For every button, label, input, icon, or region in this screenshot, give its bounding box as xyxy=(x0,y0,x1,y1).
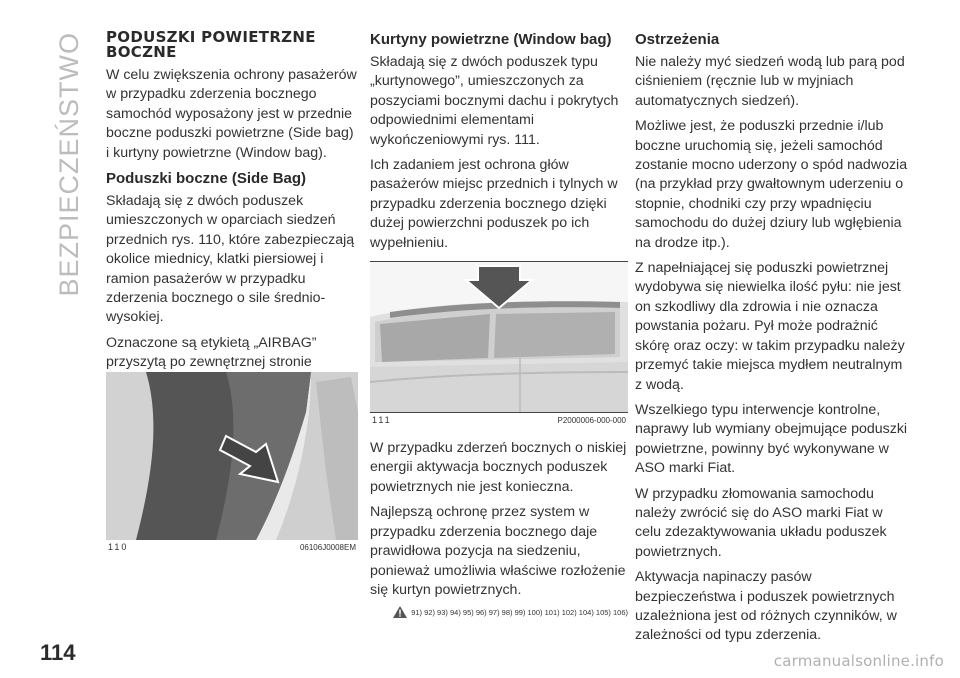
watermark: carmanualsonline.info xyxy=(773,652,944,670)
window-bag-paragraph-3: W przypadku zderzeń bocznych o niskiej energii aktywacja bocznych poduszek powietrznych nie jest konieczna. xyxy=(370,440,627,495)
side-bag-paragraph-2: Oznaczone są etykietą „AIRBAG” przyszytą po zewnętrznej stronie xyxy=(106,334,317,371)
warnings-heading: Ostrzeżenia xyxy=(635,31,720,48)
side-section-title xyxy=(53,32,84,297)
side-bag-heading: Poduszki boczne (Side Bag) xyxy=(106,170,307,188)
seat-side-bag-illustration xyxy=(106,372,358,540)
warning-triangle-icon xyxy=(393,606,407,618)
window-bag-heading: Kurtyny powietrzne (Window bag) xyxy=(370,31,612,48)
figure-111-caption xyxy=(370,413,628,425)
figure-code: 06106J0008EM xyxy=(299,542,356,552)
figure-110-caption xyxy=(106,540,358,552)
figure-111 xyxy=(370,261,628,425)
warnings-paragraph-4: Wszelkiego typu interwencje kontrolne, naprawy lub wymiany obejmujące poduszki powietrzne, powinny być wykonywane w ASO marki Fiat. xyxy=(635,401,908,477)
page-number: 114 xyxy=(40,640,76,665)
side-bag-paragraph-1: Składają się z dwóch poduszek umieszczonych w oparciach siedzeń przednich rys. 110, które zabezpieczają okolice miednicy, klatki piersiowej i ramion pasażerów w przypadku zderzenia bocznego o sile średnio-wysokiej. xyxy=(106,193,355,326)
warnings-paragraph-1: Nie należy myć siedzeń wodą lub parą pod ciśnieniem (ręcznie lub w myjniach automatycznych siedzeń). xyxy=(635,54,905,109)
window-bag-paragraph-2: Ich zadaniem jest ochrona głów pasażerów miejsc przednich i tylnych w przypadku zderzenia bocznego dzięki dużej powierzchni poduszek po ich wypełnieniu. xyxy=(370,157,618,251)
side-title-text: BEZPIECZEŃSTWO xyxy=(53,32,84,297)
warnings-paragraph-3: Z napełniającej się poduszki powietrznej wydobywa się niewielka ilość pyłu: nie jest on szkodliwy dla zdrowia i nie oznacza powstania pożaru. Pył może podrażnić skórę oraz oczy: w takim przypadku należy przemyć takie miejsca mydłem neutralnym z wodą. xyxy=(635,260,905,393)
warnings-paragraph-2: Możliwe jest, że poduszki przednie i/lub boczne uruchomią się, jeżeli samochód zostanie mocno uderzony o spód nadwozia (na przykład przy gwałtownym uderzeniu o stopnie, chodniki czy przy wpadnięciu samochodu do dużej dziury lub wgłębienia na drodze itp.). xyxy=(635,118,908,251)
intro-paragraph: W celu zwiększenia ochrony pasażerów w przypadku zderzenia bocznego samochód wyposażony jest w przednie boczne poduszki powietrzne (Side bag) i kurtyny powietrzne (Window bag). xyxy=(106,67,357,161)
figure-110 xyxy=(106,372,358,552)
window-bag-paragraph-1: Składają się z dwóch poduszek typu „kurtynowego”, umieszczonych za poszyciami bocznymi dachu i pokrytych odpowiednimi elementami wykończeniowymi rys. 111. xyxy=(370,54,619,148)
window-bag-paragraph-4: Najlepszą ochronę przez system w przypadku zderzenia bocznego daje prawidłowa pozycja na siedzeniu, ponieważ umożliwia właściwe rozłożenie się kurtyn powietrznych. xyxy=(370,504,626,598)
column-2 xyxy=(370,30,628,618)
column-3 xyxy=(635,30,910,652)
warning-refs-text: 91) 92) 93) 94) 95) 96) 97) 98) 99) 100) 101) 102) 104) 105) 106) xyxy=(411,607,628,617)
window-bag-illustration xyxy=(370,262,628,412)
warnings-paragraph-6: Aktywacja napinaczy pasów bezpieczeństwa i poduszek powietrznych uzależniona jest od różnych czynników, w zależności od typu zderzenia. xyxy=(635,569,897,644)
figure-number: 111 xyxy=(372,415,392,426)
column-1 xyxy=(106,30,358,398)
figure-number: 110 xyxy=(108,542,129,552)
section-heading: PODUSZKI POWIETRZNE BOCZNE xyxy=(106,28,316,61)
warning-references xyxy=(370,606,628,618)
figure-code: P2000006-000-000 xyxy=(557,415,626,425)
warnings-paragraph-5: W przypadku złomowania samochodu należy zwrócić się do ASO marki Fiat w celu zdezaktywowania układu poduszek powietrznych. xyxy=(635,485,887,560)
